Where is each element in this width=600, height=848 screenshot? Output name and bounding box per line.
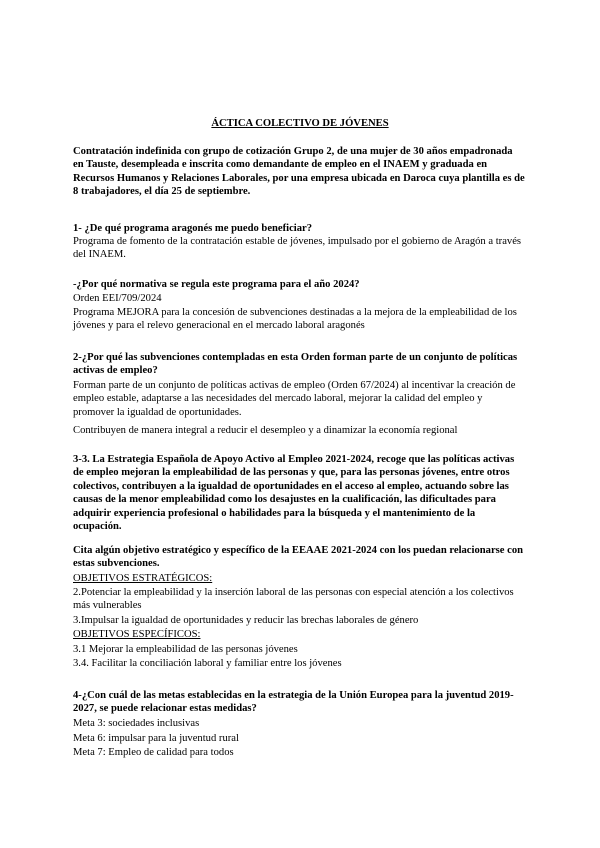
question-1: 1- ¿De qué programa aragonés me puedo beneficiar? <box>73 223 313 234</box>
question-1b: -¿Por qué normativa se regula este programa para el año 2024? <box>73 279 360 290</box>
answer-2-line2: Contribuyen de manera integral a reducir el desempleo y a dinamizar la economía regional <box>73 425 458 436</box>
question-3: 3-3. La Estrategia Española de Apoyo Activo al Empleo 2021-2024, recoge que las políticas activas de empleo mejoran la empleabilidad de las personas y que, para las personas jóvenes, entre otros colectivos, contribuyen a la igualdad de oportunidades en el acceso al empleo, actuando sobre las causas de la menor empleabilidad como los desajustes en la cualificación, las dificultades para adquirir experiencia profesional o habilidades para la búsqueda y el mantenimiento de la ocupación. <box>73 454 515 533</box>
eu-goal-item: Meta 7: Empleo de calidad para todos <box>73 747 234 758</box>
scenario-statement: Contratación indefinida con grupo de cotización Grupo 2, de una mujer de 30 años empadronada en Tauste, desempleada e inscrita como demandante de empleo en el INAEM y graduada en Recursos Humanos y Relaciones Laborales, por una empresa ubicada en Daroca cuya plantilla es de 8 trabajadores, el día 25 de septiembre. <box>73 146 525 198</box>
specific-objectives-heading: OBJETIVOS ESPECÍFICOS: <box>73 629 201 640</box>
specific-objective-item: 3.1 Mejorar la empleabilidad de las personas jóvenes <box>73 644 298 655</box>
strategic-objectives-heading: OBJETIVOS ESTRATÉGICOS: <box>73 573 213 584</box>
question-4: 4-¿Con cuál de las metas establecidas en la estrategia de la Unión Europea para la juventud 2019-2027, se puede relacionar estas medidas? <box>73 690 514 715</box>
eu-goal-item: Meta 3: sociedades inclusivas <box>73 718 200 729</box>
question-3-part2: Cita algún objetivo estratégico y específico de la EEAAE 2021-2024 con los puedan relacionarse con estas subvenciones. <box>73 545 524 570</box>
question-2: 2-¿Por qué las subvenciones contempladas en esta Orden forman parte de un conjunto de políticas activas de empleo? <box>73 352 518 377</box>
document-title: ÁCTICA COLECTIVO DE JÓVENES <box>211 118 389 129</box>
answer-1: Programa de fomento de la contratación estable de jóvenes, impulsado por el gobierno de Aragón a través del INAEM. <box>73 236 522 261</box>
answer-1b-line2: Programa MEJORA para la concesión de subvenciones destinadas a la mejora de la empleabilidad de los jóvenes y para el relevo generacional en el mercado laboral aragonés <box>73 307 517 332</box>
strategic-objective-item: 3.Impulsar la igualdad de oportunidades y reducir las brechas laborales de género <box>73 615 419 626</box>
answer-2-line1: Forman parte de un conjunto de políticas activas de empleo (Orden 67/2024) al incentivar la creación de empleo estable, adaptarse a las necesidades del mercado laboral, mejorar la calidad del empleo y promover la igualdad de oportunidades. <box>73 380 516 418</box>
specific-objective-item: 3.4. Facilitar la conciliación laboral y familiar entre los jóvenes <box>73 658 342 669</box>
answer-1b-line1: Orden EEI/709/2024 <box>73 293 162 304</box>
eu-goal-item: Meta 6: impulsar para la juventud rural <box>73 733 239 744</box>
strategic-objective-item: 2.Potenciar la empleabilidad y la inserción laboral de las personas con especial atención a los colectivos más vulnerables <box>73 587 514 612</box>
